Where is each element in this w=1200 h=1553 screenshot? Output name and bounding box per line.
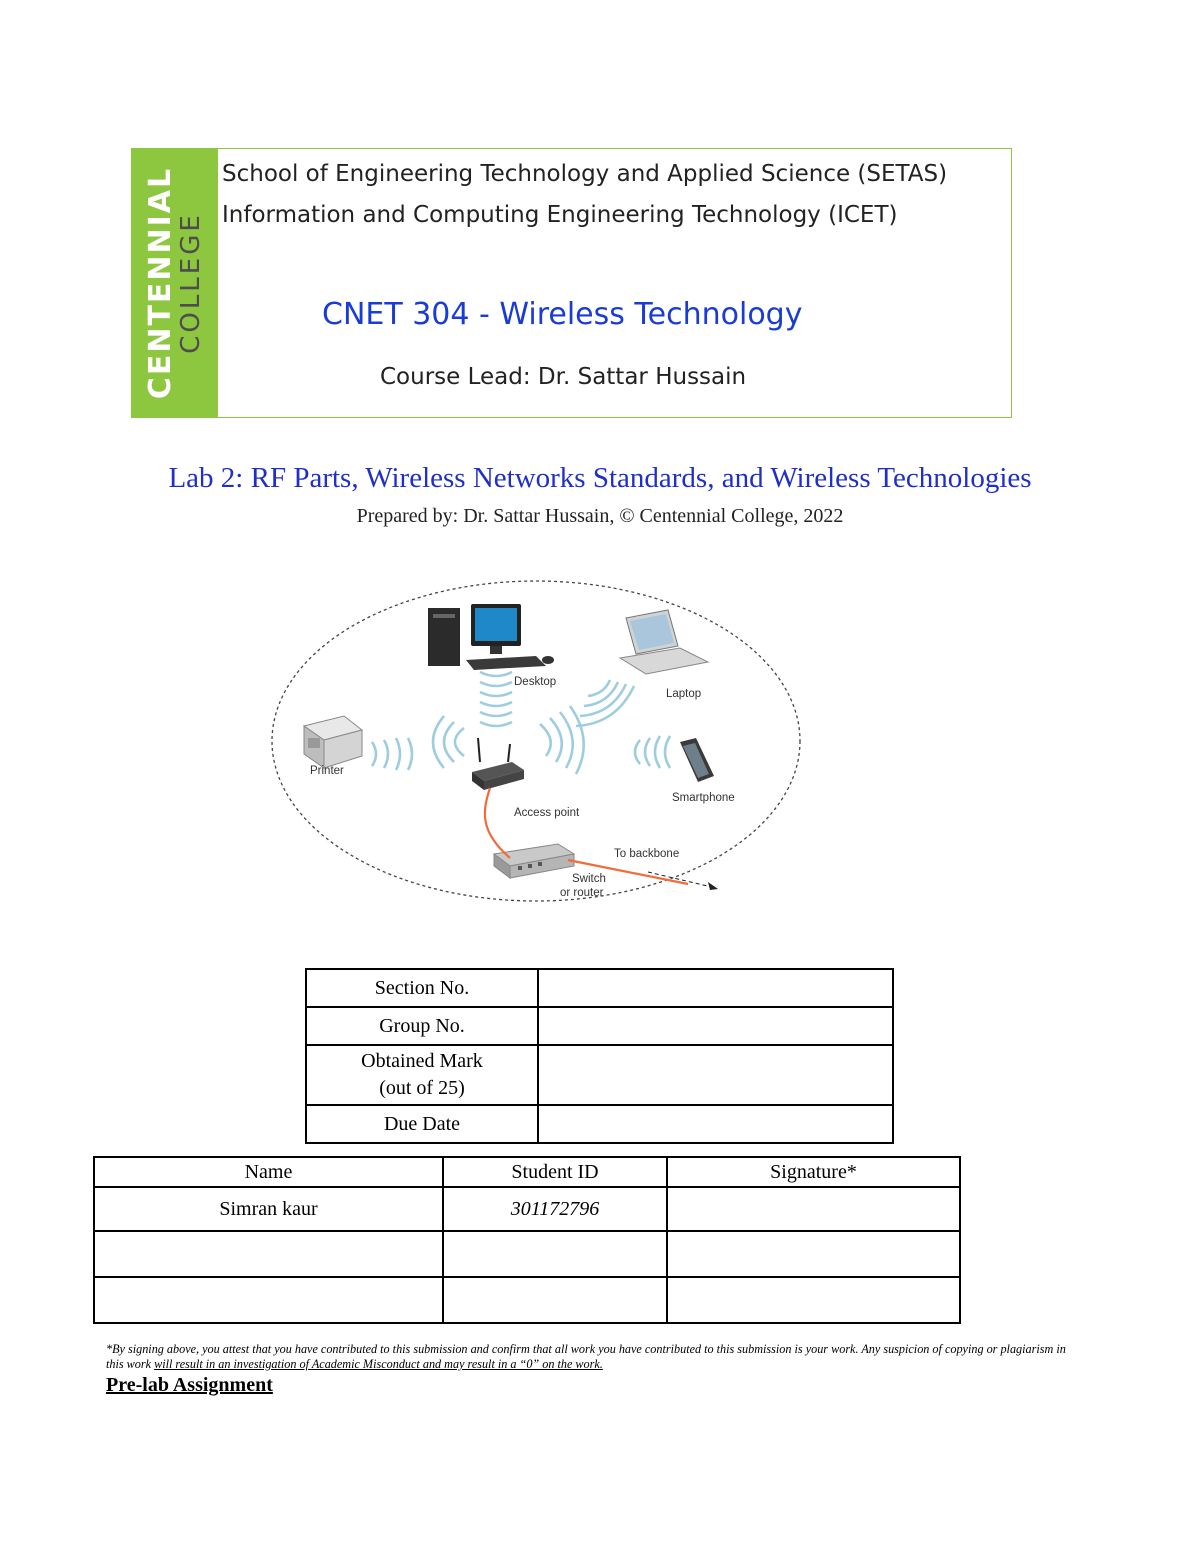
course-lead: Course Lead: Dr. Sattar Hussain: [380, 364, 747, 390]
table-row: [94, 1231, 960, 1277]
lab-title: Lab 2: RF Parts, Wireless Networks Standards, and Wireless Technologies: [168, 462, 1032, 494]
school-name: School of Engineering Technology and Applied Science (SETAS): [222, 161, 948, 187]
group-label: Group No.: [306, 1007, 538, 1045]
access-point-icon: [472, 738, 524, 790]
smartphone-icon: [680, 738, 714, 782]
logo-word-college: COLLEGE: [176, 212, 206, 354]
group-value[interactable]: [538, 1007, 893, 1045]
table-row: [94, 1187, 960, 1231]
wireless-network-diagram: [268, 576, 813, 906]
due-date-label: Due Date: [306, 1105, 538, 1143]
course-title: CNET 304 - Wireless Technology: [322, 297, 803, 332]
due-date-value[interactable]: [538, 1105, 893, 1143]
signature-cell[interactable]: [667, 1231, 960, 1277]
laptop-icon: [620, 610, 708, 674]
student-name-cell[interactable]: Simran kaur: [94, 1187, 443, 1231]
section-label: Section No.: [306, 969, 538, 1007]
student-id-cell[interactable]: [443, 1231, 667, 1277]
attestation-note: [106, 1342, 1066, 1372]
router-label: or router: [560, 887, 604, 899]
mark-label-line2: (out of 25): [379, 1077, 465, 1099]
prepared-by: Prepared by: Dr. Sattar Hussain, © Centennial College, 2022: [356, 505, 844, 527]
signature-header: Signature*: [667, 1157, 960, 1187]
ap-to-switch-cable: [485, 788, 510, 858]
switch-router-icon: [494, 844, 574, 878]
name-header: Name: [94, 1157, 443, 1187]
student-id-cell[interactable]: 301172796: [443, 1187, 667, 1231]
laptop-label: Laptop: [666, 688, 702, 700]
student-name-cell[interactable]: [94, 1277, 443, 1323]
printer-label: Printer: [310, 765, 344, 777]
desktop-icon: [428, 604, 554, 670]
signature-cell[interactable]: [667, 1277, 960, 1323]
lab-info-table: [305, 968, 894, 1144]
mark-value[interactable]: [538, 1045, 893, 1105]
program-name: Information and Computing Engineering Technology (ICET): [222, 202, 898, 228]
logo-word-centennial: CENTENNIAL: [143, 166, 178, 400]
signature-cell[interactable]: [667, 1187, 960, 1231]
table-row: [94, 1277, 960, 1323]
attestation-warning: will result in an investigation of Academic Misconduct and may result in a “0” on the work.: [154, 1357, 603, 1371]
student-id-header: Student ID: [443, 1157, 667, 1187]
header-banner: [131, 148, 1012, 418]
college-logo-strip: [132, 149, 218, 417]
printer-icon: [304, 716, 362, 768]
attestation-text: *By signing above, you attest that you have contributed to this submission and confirm that all work you have contributed to this submission is your work. Any suspicion of copying or plagiarism in this work: [106, 1342, 1066, 1371]
mark-label-line1: Obtained Mark: [361, 1050, 483, 1072]
student-name-cell[interactable]: [94, 1231, 443, 1277]
student-id-cell[interactable]: [443, 1277, 667, 1323]
prelab-heading: Pre-lab Assignment: [106, 1374, 273, 1396]
desktop-label: Desktop: [514, 676, 557, 688]
backbone-label: To backbone: [614, 848, 680, 860]
smartphone-label: Smartphone: [672, 792, 735, 804]
switch-label: Switch: [572, 873, 606, 885]
student-table: [93, 1156, 961, 1324]
mark-label: [306, 1045, 538, 1105]
section-value[interactable]: [538, 969, 893, 1007]
college-logo: [143, 166, 206, 400]
access-point-label: Access point: [514, 807, 580, 819]
